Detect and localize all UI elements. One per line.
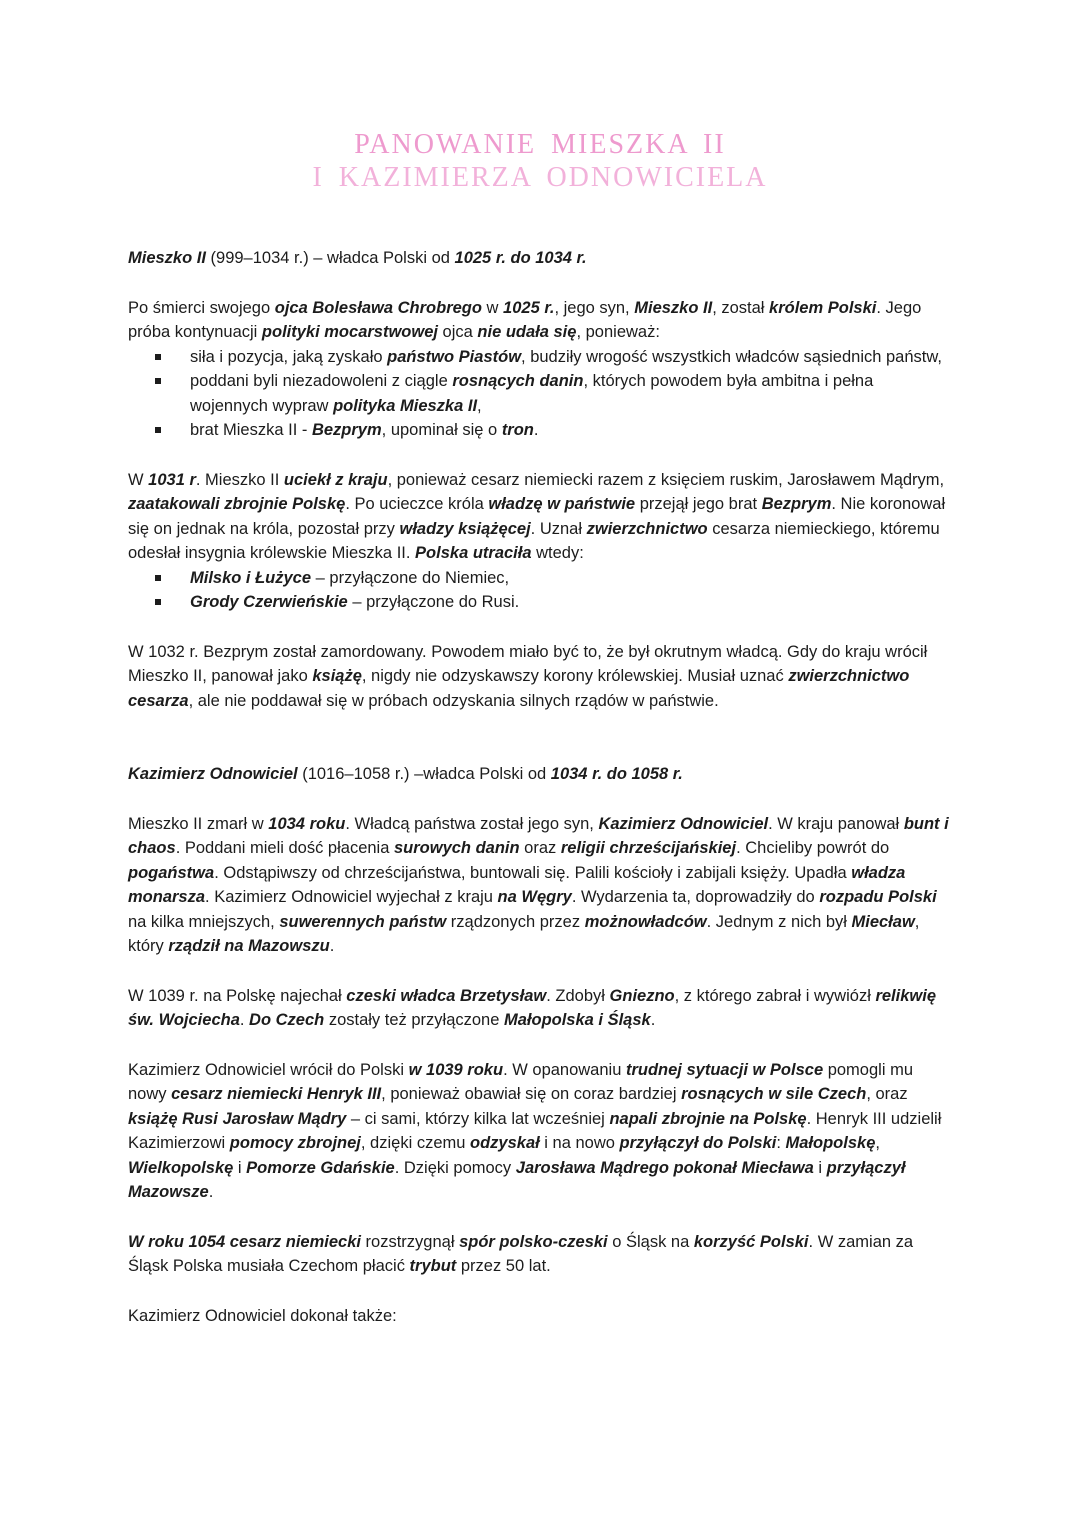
paragraph: Kazimierz Odnowiciel (1016–1058 r.) –władca Polski od 1034 r. do 1058 r. [128,765,683,783]
emphasis-text: trybut [409,1257,457,1275]
emphasis-text: państwo Piastów [387,347,522,366]
emphasis-text: suwerennych państw [279,912,447,931]
bullet-item-text: brat Mieszka II - Bezprym, upominał się o tron. [190,421,539,439]
bullet-item-text: Milsko i Łużyce – przyłączone do Niemiec, [190,568,510,587]
emphasis-text: Bezprym [311,421,382,439]
emphasis-text: królem Polski [769,298,877,317]
paragraph: W 1039 r. na Polskę najechał czeski władca Brzetysław. Zdobył Gniezno, z którego zabrał i wywiózł relikwię św. Wojciecha. Do Czech zostały też przyłączone Małopolska i Śląsk. [128,986,936,1029]
bullet-item-text: siła i pozycja, jaką zyskało państwo Piastów, budziły wrogość wszystkich władców sąsiednich państw, [190,347,942,366]
bullet-square-icon [155,378,161,384]
emphasis-text: trudnej sytuacji w Polsce [625,1060,824,1079]
emphasis-text: Milsko i Łużyce [190,568,312,587]
bullet-item [128,566,952,591]
emphasis-text: odzyskał [470,1134,540,1152]
bullet-item-text: Grody Czerwieńskie – przyłączone do Rusi. [190,593,520,611]
emphasis-text: korzyść Polski [693,1232,809,1251]
paragraph: Kazimierz Odnowiciel dokonał także: [128,1306,397,1325]
bullet-square-icon [155,427,161,433]
emphasis-text: pomocy zbrojnej [229,1134,361,1152]
bullet-item [128,590,952,615]
emphasis-text: Do Czech [249,1011,325,1029]
emphasis-text: książę Rusi Jarosław Mądry [128,1109,347,1128]
emphasis-text: przyłączył do Polski [619,1134,777,1152]
emphasis-text: książę [312,667,362,685]
bullet-square-icon [155,354,161,360]
paragraph: Mieszko II zmarł w 1034 roku. Władcą państwa został jego syn, Kazimierz Odnowiciel. W kraju panował bunt i chaos. Poddani mieli dość płacenia surowych danin oraz religii chrześcijańskiej. Chcieliby powrót do pogaństwa. Odstąpiwszy od chrześcijaństwa, buntowali się. Palili kościoły i zabijali księży. Upadła władza monarsza. Kazimierz Odnowiciel wyjechał z kraju na Węgry. Wydarzenia ta, doprowadziły do rozpadu Polski na kilka mniejszych, suwerennych państw rządzonych przez możnowładców. Jednym z nich był Miecław, który rządził na Mazowszu. [128,814,949,955]
emphasis-text: W roku 1054 cesarz niemiecki [128,1232,361,1251]
paragraph: Mieszko II (999–1034 r.) – władca Polski od 1025 r. do 1034 r. [128,249,587,267]
emphasis-text: bunt i chaos [128,814,949,857]
emphasis-text: Kazimierz Odnowiciel [598,814,769,833]
emphasis-text: cesarz niemiecki Henryk III [171,1085,382,1103]
bullet-square-icon [155,575,161,581]
emphasis-text: Bezprym [761,495,832,513]
emphasis-text: przyłączył Mazowsze [128,1158,906,1201]
emphasis-text: Kazimierz Odnowiciel [128,765,298,783]
emphasis-text: władza monarsza [128,863,906,906]
paragraph: Kazimierz Odnowiciel wrócił do Polski w 1039 roku. W opanowaniu trudnej sytuacji w Polsce pomogli mu nowy cesarz niemiecki Henryk III, ponieważ obawiał się on coraz bardziej rosnących w sile Czech, oraz książę Rusi Jarosław Mądry – ci sami, którzy kilka lat wcześniej napali zbrojnie na Polskę. Henryk III udzielił Kazimierzowi pomocy zbrojnej, dzięki czemu odzyskał i na nowo przyłączył do Polski: Małopolskę, Wielkopolskę i Pomorze Gdańskie. Dzięki pomocy Jarosława Mądrego pokonał Miecława i przyłączył Mazowsze. [128,1060,942,1201]
emphasis-text: spór polsko-czeski [459,1232,608,1251]
emphasis-text: Polska utraciła [415,544,532,562]
emphasis-text: pogaństwa [128,863,215,882]
bullet-item-text: poddani byli niezadowoleni z ciągle rosnących danin, których powodem była ambitna i pełna wojennych wypraw polityka Mieszka II, [190,372,874,415]
bullet-list [128,345,952,443]
bullet-square-icon [155,599,161,605]
emphasis-text: Jarosława Mądrego pokonał Miecława [515,1158,814,1177]
emphasis-text: 1031 r [148,470,196,489]
emphasis-text: władzę w państwie [488,495,636,513]
emphasis-text: w 1039 roku [408,1060,504,1079]
paragraph: Po śmierci swojego ojca Bolesława Chrobrego w 1025 r., jego syn, Mieszko II, został królem Polski. Jego próba kontynuacji polityki mocarstwowej ojca nie udała się, ponieważ: [128,298,922,341]
emphasis-text: rosnących danin [452,372,584,390]
bullet-list [128,566,952,615]
emphasis-text: 1025 r. do 1034 r. [454,249,587,267]
emphasis-text: rządził na Mazowszu [168,937,330,955]
emphasis-text: czeski władca Brzetysław [346,986,547,1005]
emphasis-text: władzy książęcej [399,519,531,538]
emphasis-text: Pomorze Gdańskie [246,1158,395,1177]
page-title-line-1: PANOWANIE MIESZKA II [354,129,726,160]
emphasis-text: religii chrześcijańskiej [560,839,737,857]
emphasis-text: Gniezno [609,986,675,1005]
bullet-item [128,418,952,443]
emphasis-text: Mieszko II [634,298,713,317]
emphasis-text: tron [501,421,534,439]
emphasis-text: na Węgry [497,888,572,906]
emphasis-text: relikwię św. Wojciecha [128,986,936,1029]
emphasis-text: zwierzchnictwo cesarza [128,667,910,710]
bullet-item [128,345,952,370]
document-body [128,246,952,1328]
emphasis-text: surowych danin [393,839,520,857]
emphasis-text: rozpadu Polski [819,888,937,906]
emphasis-text: Miecław [851,912,915,931]
emphasis-text: 1034 r. do 1058 r. [550,765,683,783]
emphasis-text: polityka Mieszka II [333,396,478,415]
emphasis-text: Grody Czerwieńskie [190,593,348,611]
emphasis-text: zaatakowali zbrojnie Polskę [128,495,346,513]
paragraph: W roku 1054 cesarz niemiecki rozstrzygnął spór polsko-czeski o Śląsk na korzyść Polski. W zamian za Śląsk Polska musiała Czechom płacić trybut przez 50 lat. [128,1232,914,1275]
emphasis-text: uciekł z kraju [283,470,388,489]
emphasis-text: nie udała się [477,323,577,341]
emphasis-text: Małopolska i Śląsk [503,1011,651,1029]
emphasis-text: 1025 r. [503,298,555,317]
page-title [128,128,952,194]
emphasis-text: Wielkopolskę [128,1158,234,1177]
emphasis-text: ojca Bolesława Chrobrego [274,298,482,317]
bullet-item [128,369,952,418]
emphasis-text: Małopolskę [785,1134,876,1152]
page-title-line-2: I KAZIMIERZA ODNOWICIELA [312,162,768,193]
paragraph: W 1031 r. Mieszko II uciekł z kraju, ponieważ cesarz niemiecki razem z księciem ruskim, Jarosławem Mądrym, zaatakowali zbrojnie Polskę. Po ucieczce króla władzę w państwie przejął jego brat Bezprym. Nie koronował się on jednak na króla, pozostał przy władzy książęcej. Uznał zwierzchnictwo cesarza niemieckiego, któremu odesłał insygnia królewskie Mieszka II. Polska utraciła wtedy: [128,470,946,562]
emphasis-text: Mieszko II [128,249,206,267]
emphasis-text: 1034 roku [268,814,346,833]
emphasis-text: możnowładców [584,912,707,931]
paragraph: W 1032 r. Bezprym został zamordowany. Powodem miało być to, że był okrutnym władcą. Gdy do kraju wrócił Mieszko II, panował jako książę, nigdy nie odzyskawszy korony królewskiej. Musiał uznać zwierzchnictwo cesarza, ale nie poddawał się w próbach odzyskania silnych rządów w państwie. [128,642,928,710]
emphasis-text: rosnących w sile Czech [681,1085,867,1103]
emphasis-text: zwierzchnictwo [586,519,708,538]
emphasis-text: napali zbrojnie na Polskę [609,1109,807,1128]
emphasis-text: polityki mocarstwowej [261,323,438,341]
